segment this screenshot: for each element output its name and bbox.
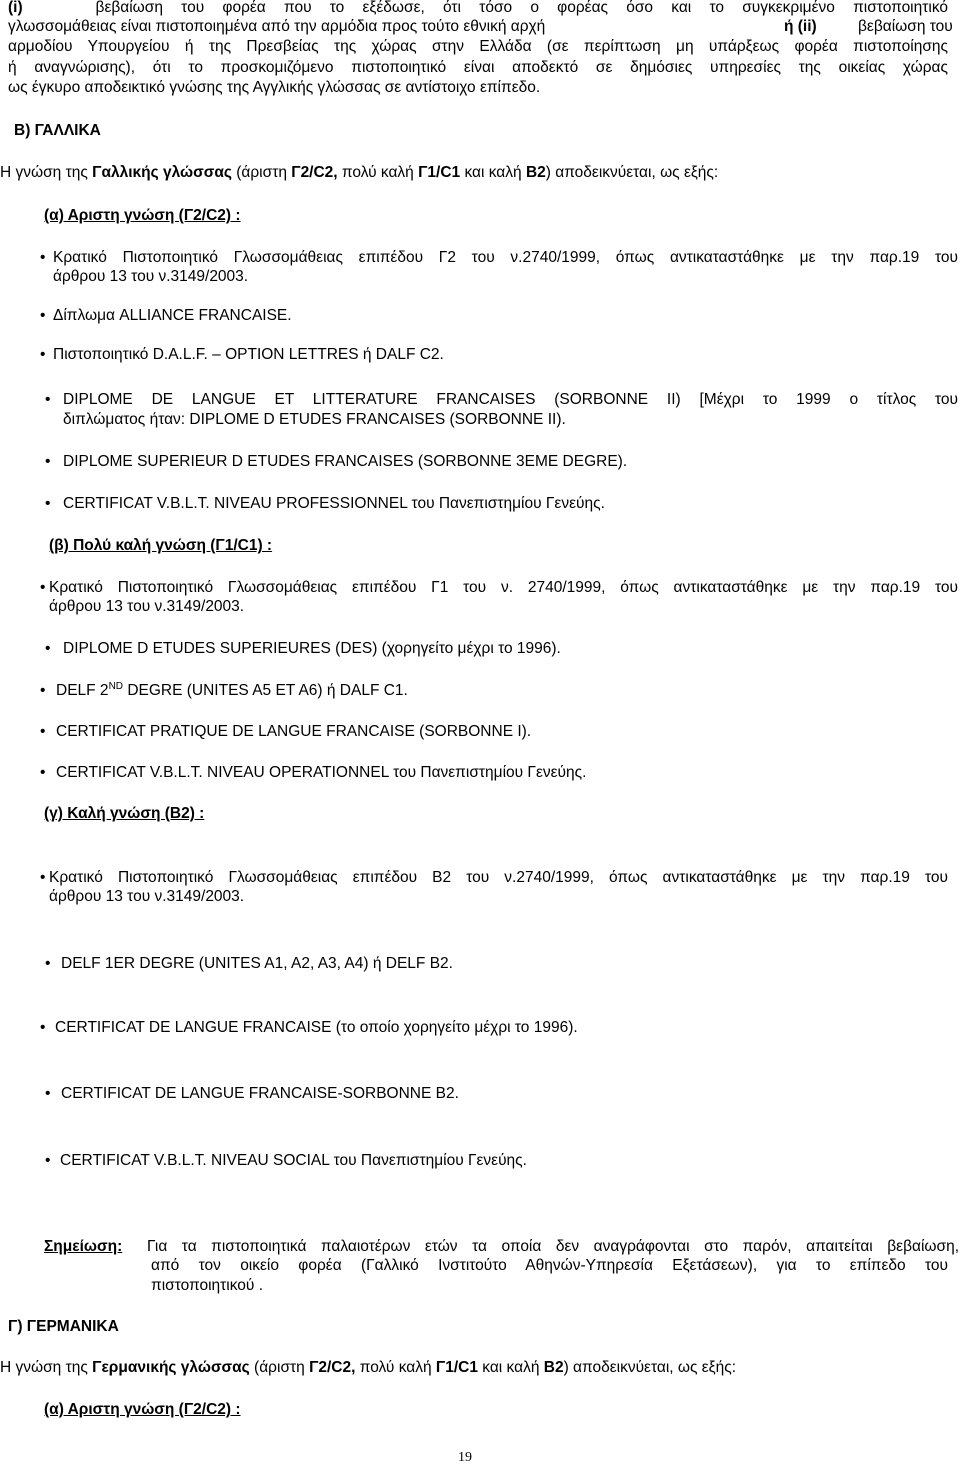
note-label: Σημείωση: xyxy=(44,1238,123,1255)
list-item: CERTIFICAT DE LANGUE FRANCAISE (το οποίο χορηγείτο μέχρι το 1996). xyxy=(55,1019,578,1036)
list-item: DIPLOME SUPERIEUR D ETUDES FRANCAISES (SORBONNE 3EME DEGRE). xyxy=(63,453,628,470)
list-item: DELF 1ER DEGRE (UNITES A1, A2, A3, A4) ή DELF B2. xyxy=(61,955,453,972)
french-good-heading: (γ) Καλή γνώση (Β2) : xyxy=(44,805,205,822)
item-marker-ii: ή (ii) xyxy=(784,18,817,35)
french-intro xyxy=(0,163,718,182)
bullet-icon: • xyxy=(40,346,46,363)
german-excellent-heading: (α) Αριστη γνώση (Γ2/C2) : xyxy=(44,1401,241,1418)
list-item: DIPLOME DE LANGUE ET LITTERATURE FRANCAISES (SORBONNE II) [Μέχρι το 1999 ο τίτλος του xyxy=(63,391,958,408)
top-line-1 xyxy=(8,0,948,17)
german-intro xyxy=(0,1358,736,1377)
french-excellent-heading: (α) Αριστη γνώση (Γ2/C2) : xyxy=(44,207,241,224)
intro-text: και καλή xyxy=(460,164,526,181)
top-line-1-text: βεβαίωση του φορέα που το εξέδωσε, ότι τόσο ο φορέας όσο και το συγκεκριμένο πιστοποιητικό xyxy=(95,0,948,16)
top-line-2-tail: βεβαίωση του xyxy=(858,18,953,35)
intro-text: Η γνώση της xyxy=(0,164,93,181)
bullet-icon: • xyxy=(40,723,46,740)
intro-language: Γερμανικής γλώσσας xyxy=(92,1359,250,1376)
note-line-1: Για τα πιστοποιητικά παλαιοτέρων ετών τα οποία δεν αναγράφονται στο παρόν, απαιτείται βεβαίωση, xyxy=(147,1238,959,1255)
intro-text: (άριστη xyxy=(231,164,292,181)
section-heading-french: Β) ΓΑΛΛΙΚΑ xyxy=(14,122,101,139)
list-item-cont: διπλώματος ήταν: DIPLOME D ETUDES FRANCAISES (SORBONNE II). xyxy=(63,411,566,428)
top-line-2-text: γλωσσομάθειας είναι πιστοποιημένα από την αρμόδια προς τούτο εθνική αρχή xyxy=(8,18,546,35)
list-item: CERTIFICAT V.B.L.T. NIVEAU SOCIAL του Πανεπιστημίου Γενεύης. xyxy=(60,1152,527,1169)
note-line-3: πιστοποιητικού . xyxy=(151,1277,264,1294)
list-item: CERTIFICAT DE LANGUE FRANCAISE-SORBONNE B2. xyxy=(61,1085,459,1102)
list-item: DIPLOME D ETUDES SUPERIEURES (DES) (χορηγείτο μέχρι το 1996). xyxy=(63,640,561,657)
bullet-icon: • xyxy=(45,495,51,512)
intro-text: πολύ καλή xyxy=(337,164,419,181)
list-item: CERTIFICAT V.B.L.T. NIVEAU OPERATIONNEL του Πανεπιστημίου Γενεύης. xyxy=(56,764,587,781)
list-item-cont: άρθρου 13 του ν.3149/2003. xyxy=(53,268,249,285)
list-item: CERTIFICAT PRATIQUE DE LANGUE FRANCAISE (SORBONNE I). xyxy=(56,723,532,740)
top-line-5: ως έγκυρο αποδεικτικό γνώσης της Αγγλικής γλώσσας σε αντίστοιχο επίπεδο. xyxy=(8,79,541,96)
top-line-4: ή αναγνώρισης), ότι το προσκομιζόμενο πιστοποιητικό είναι αποδεκτό σε δημόσιες υπηρεσίες της οικείας χώρας xyxy=(8,59,948,76)
intro-text: και καλή xyxy=(477,1359,544,1376)
french-very-good-heading: (β) Πολύ καλή γνώση (Γ1/C1) : xyxy=(49,537,273,554)
top-line-2 xyxy=(8,17,953,36)
intro-level-c2: Γ2/C2, xyxy=(309,1359,356,1376)
bullet-icon: • xyxy=(45,453,51,470)
list-item xyxy=(56,681,408,700)
bullet-icon: • xyxy=(40,307,46,324)
bullet-icon: • xyxy=(40,579,46,596)
bullet-icon: • xyxy=(40,764,46,781)
bullet-icon: • xyxy=(45,1085,51,1102)
note-line-2: από τον οικείο φορέα (Γαλλικό Ινστιτούτο Αθηνών-Υπηρεσία Εξετάσεων), για το επίπεδο του xyxy=(151,1257,948,1274)
superscript: ND xyxy=(108,680,124,692)
intro-text: πολύ καλή xyxy=(355,1359,436,1376)
bullet-icon: • xyxy=(40,682,46,699)
bullet-icon: • xyxy=(40,869,46,886)
list-item: Πιστοποιητικό D.A.L.F. – OPTION LETTRES ή DALF C2. xyxy=(53,346,444,363)
list-item-cont: άρθρου 13 του ν.3149/2003. xyxy=(49,888,245,905)
list-item: Κρατικό Πιστοποιητικό Γλωσσομάθειας επιπέδου Γ1 του ν. 2740/1999, όπως αντικαταστάθηκε με την παρ.19 του xyxy=(49,579,958,596)
list-item-text: DELF 2 xyxy=(56,682,109,699)
intro-level-c2: Γ2/C2, xyxy=(291,164,338,181)
bullet-icon: • xyxy=(45,640,51,657)
intro-language: Γαλλικής γλώσσας xyxy=(92,164,232,181)
section-heading-german: Γ) ΓΕΡΜΑΝΙΚΑ xyxy=(8,1318,119,1335)
intro-text: ) αποδεικνύεται, ως εξής: xyxy=(563,1359,737,1376)
intro-level-c1: Γ1/C1 xyxy=(435,1359,478,1376)
list-item: CERTIFICAT V.B.L.T. NIVEAU PROFESSIONNEL του Πανεπιστημίου Γενεύης. xyxy=(63,495,605,512)
list-item: Κρατικό Πιστοποιητικό Γλωσσομάθειας επιπέδου Γ2 του ν.2740/1999, όπως αντικαταστάθηκε με την παρ.19 του xyxy=(53,249,958,266)
list-item-text: DEGRE (UNITES A5 ET A6) ή DALF C1. xyxy=(123,682,408,699)
top-line-3: αρμοδίου Υπουργείου ή της Πρεσβείας της χώρας στην Ελλάδα (σε περίπτωση μη υπάρξεως φορέα πιστοποίησης xyxy=(8,38,948,55)
intro-text: (άριστη xyxy=(249,1359,310,1376)
intro-text: Η γνώση της xyxy=(0,1359,93,1376)
intro-text: ) αποδεικνύεται, ως εξής: xyxy=(545,164,719,181)
page-number: 19 xyxy=(458,1450,472,1465)
item-marker-i: (i) xyxy=(8,0,23,16)
list-item: Κρατικό Πιστοποιητικό Γλωσσομάθειας επιπέδου Β2 του ν.2740/1999, όπως αντικαταστάθηκε με την παρ.19 του xyxy=(49,869,948,886)
intro-level-c1: Γ1/C1 xyxy=(418,164,461,181)
bullet-icon: • xyxy=(40,249,46,266)
intro-level-b2: Β2 xyxy=(525,164,546,181)
bullet-icon: • xyxy=(45,955,51,972)
bullet-icon: • xyxy=(45,1152,51,1169)
bullet-icon: • xyxy=(40,1019,46,1036)
intro-level-b2: Β2 xyxy=(543,1359,564,1376)
list-item-cont: άρθρου 13 του ν.3149/2003. xyxy=(49,598,245,615)
list-item: Δίπλωμα ALLIANCE FRANCAISE. xyxy=(53,307,292,324)
bullet-icon: • xyxy=(45,391,51,408)
